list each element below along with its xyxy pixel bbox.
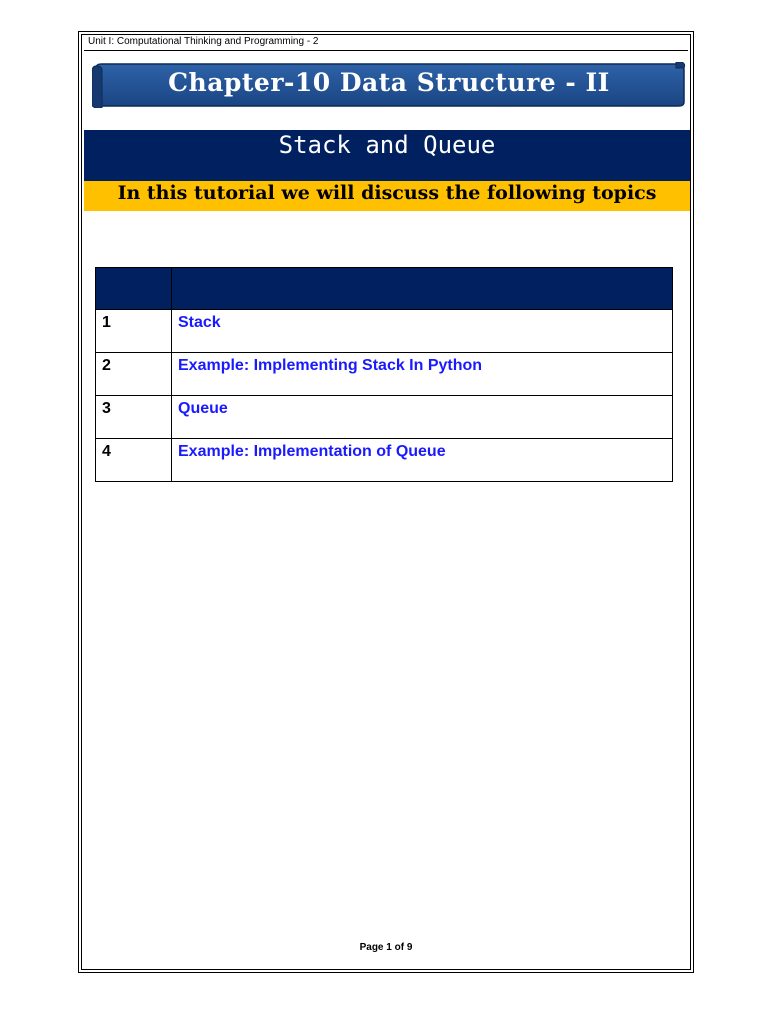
table-row — [96, 396, 673, 439]
table-row — [96, 310, 673, 353]
chapter-title: Chapter-10 Data Structure - II — [168, 68, 610, 97]
table-row — [96, 353, 673, 396]
table-row — [96, 439, 673, 482]
topic-link-queue-example[interactable]: Example: Implementation of Queue — [172, 439, 673, 482]
page-number: Page 1 of 9 — [359, 942, 413, 953]
topics-table — [95, 267, 673, 482]
header-rule — [84, 50, 688, 51]
topics-intro-text: In this tutorial we will discuss the following topics — [117, 182, 657, 204]
table-header-row — [96, 268, 673, 310]
topic-link-queue[interactable]: Queue — [172, 396, 673, 439]
table-header-topic — [172, 268, 673, 310]
topic-number: 3 — [96, 396, 172, 439]
topic-link-stack-example[interactable]: Example: Implementing Stack In Python — [172, 353, 673, 396]
topic-link-stack[interactable]: Stack — [172, 310, 673, 353]
section-title: Stack and Queue — [278, 131, 496, 159]
running-header: Unit I: Computational Thinking and Programming - 2 — [88, 36, 319, 47]
table-header-num — [96, 268, 172, 310]
topic-number: 2 — [96, 353, 172, 396]
topic-number: 1 — [96, 310, 172, 353]
topic-number: 4 — [96, 439, 172, 482]
